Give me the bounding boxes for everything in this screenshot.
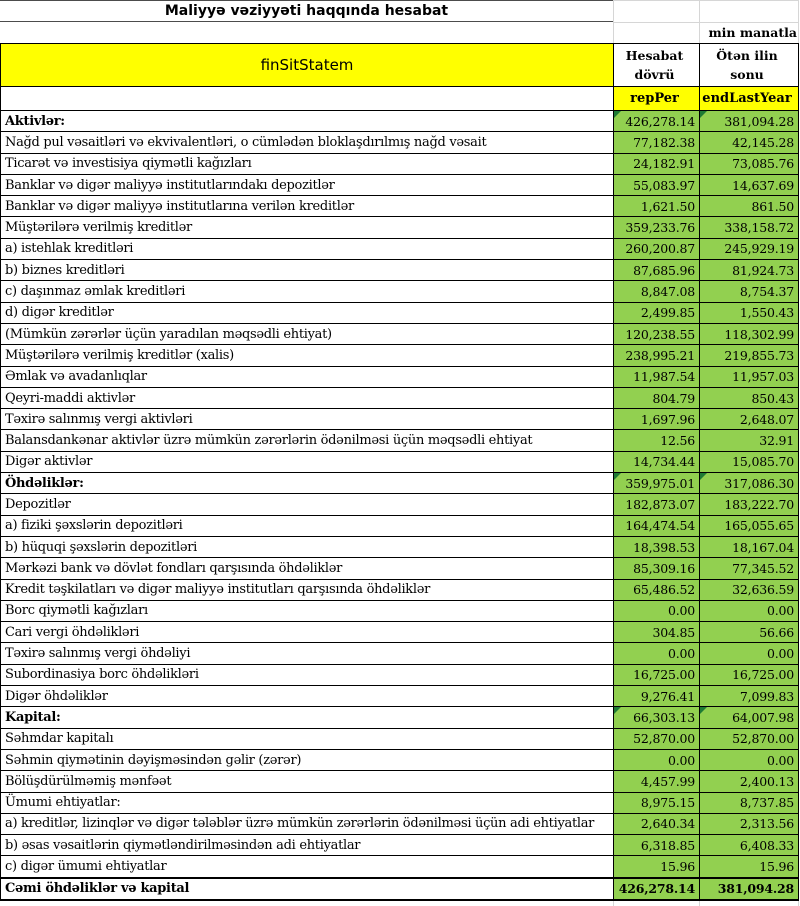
table-row (1, 814, 799, 835)
table-row (1, 132, 799, 153)
row-label: Banklar və digər maliyyə institutlarındakı depozitlər (5, 177, 335, 193)
error-indicator-icon (614, 707, 621, 714)
end-last-year-value-cell[interactable] (700, 367, 799, 387)
end-last-year-value: 165,055.65 (724, 518, 794, 534)
table-row (1, 558, 799, 579)
row-label-cell[interactable] (1, 260, 614, 280)
form-code-label: finSitStatem (260, 56, 354, 74)
row-label: (Mümkün zərərlər üçün yaradılan məqsədli ehtiyat) (5, 326, 332, 342)
rep-per-value: 0.00 (667, 752, 695, 768)
end-last-year-value-cell[interactable] (700, 452, 799, 472)
rep-per-value: 260,200.87 (625, 241, 695, 257)
end-last-year-value-cell[interactable] (700, 707, 799, 727)
end-last-year-value-cell[interactable] (700, 409, 799, 429)
end-last-year-header-cell[interactable] (700, 44, 799, 86)
row-label: Digər öhdəliklər (5, 688, 108, 704)
blank-cell[interactable] (1, 87, 614, 110)
end-last-year-value: 338,158.72 (724, 220, 794, 236)
rep-per-value-cell[interactable] (614, 729, 700, 749)
end-last-year-value-cell[interactable] (700, 303, 799, 323)
gridline (613, 901, 614, 906)
row-label-cell[interactable] (1, 516, 614, 536)
end-last-year-value: 1,550.43 (739, 305, 794, 321)
row-label-cell[interactable] (1, 835, 614, 855)
end-last-year-value: 850.43 (751, 390, 794, 406)
error-indicator-icon (700, 111, 707, 118)
rep-per-value-cell[interactable] (614, 111, 700, 131)
error-indicator-icon (614, 111, 621, 118)
rep-per-value-cell[interactable] (614, 367, 700, 387)
unit-note: min manatla (708, 25, 797, 40)
end-last-year-value: 245,929.19 (724, 241, 794, 257)
row-label: b) hüquqi şəxslərin depozitləri (5, 539, 197, 555)
row-label-cell[interactable] (1, 665, 614, 685)
row-label: Aktivlər: (5, 113, 65, 129)
end-last-year-value-cell[interactable] (700, 345, 799, 365)
row-label: Ticarət və investisiya qiymətli kağızları (5, 156, 252, 172)
rep-per-value: 52,870.00 (633, 731, 695, 747)
statement-rows (1, 111, 799, 901)
end-last-year-value: 2,400.13 (739, 773, 794, 789)
rep-per-value: 11,987.54 (633, 369, 695, 385)
rep-per-value: 55,083.97 (633, 177, 695, 193)
row-label: Müştərilərə verilmiş kreditlər (xalis) (5, 347, 234, 363)
end-last-year-value-cell[interactable] (700, 622, 799, 642)
rep-per-value-cell[interactable] (614, 516, 700, 536)
rep-per-value-cell[interactable] (614, 835, 700, 855)
row-label: d) digər kreditlər (5, 305, 114, 321)
end-last-year-value-cell[interactable] (700, 793, 799, 813)
end-last-year-value-cell[interactable] (700, 281, 799, 301)
end-last-year-value-cell[interactable] (700, 665, 799, 685)
row-label-cell[interactable] (1, 537, 614, 557)
end-last-year-header-label: Ötən ilin sonu (716, 47, 778, 82)
end-last-year-value: 0.00 (766, 603, 794, 619)
end-last-year-value-cell[interactable] (700, 494, 799, 514)
row-label-cell[interactable] (1, 324, 614, 344)
rep-per-value: 8,975.15 (640, 795, 695, 811)
end-last-year-value-cell[interactable] (700, 729, 799, 749)
row-label-cell[interactable] (1, 793, 614, 813)
rep-per-value-cell[interactable] (614, 430, 700, 450)
error-indicator-icon (700, 473, 707, 480)
end-last-year-value: 15.96 (759, 859, 794, 875)
rep-per-value: 14,734.44 (633, 454, 695, 470)
end-last-year-value-cell[interactable] (700, 601, 799, 621)
table-row (1, 175, 799, 196)
table-row (1, 686, 799, 707)
end-last-year-value-cell[interactable] (700, 154, 799, 174)
end-last-year-value: 64,007.98 (732, 709, 794, 725)
row-label-cell[interactable] (1, 750, 614, 770)
rep-per-value-cell[interactable] (614, 239, 700, 259)
row-label-cell[interactable] (1, 729, 614, 749)
end-last-year-value: 0.00 (766, 646, 794, 662)
end-last-year-value-cell[interactable] (700, 771, 799, 791)
end-last-year-value: 381,094.28 (717, 881, 794, 897)
table-row (1, 111, 799, 132)
reporting-period-header-cell[interactable] (614, 44, 700, 86)
rep-per-value: 66,303.13 (633, 709, 695, 725)
row-label: b) biznes kreditləri (5, 262, 125, 278)
end-last-year-value-cell[interactable] (700, 516, 799, 536)
table-row (1, 516, 799, 537)
row-label-cell[interactable] (1, 239, 614, 259)
end-last-year-value-cell[interactable] (700, 430, 799, 450)
row-label-cell[interactable] (1, 473, 614, 493)
end-last-year-value: 8,754.37 (739, 284, 794, 300)
rep-per-value: 24,182.91 (633, 156, 695, 172)
rep-per-value: 804.79 (652, 390, 695, 406)
rep-per-value: 18,398.53 (633, 539, 695, 555)
rep-per-value: 87,685.96 (633, 262, 695, 278)
end-last-year-value: 219,855.73 (724, 347, 794, 363)
end-last-year-value-cell[interactable] (700, 856, 799, 876)
end-last-year-value-cell[interactable] (700, 814, 799, 834)
end-last-year-value: 56.66 (759, 624, 794, 640)
row-label-cell[interactable] (1, 196, 614, 216)
rep-per-value-cell[interactable] (614, 601, 700, 621)
rep-per-value-cell[interactable] (614, 303, 700, 323)
row-label: Cari vergi öhdəlikləri (5, 624, 140, 640)
rep-per-value: 15.96 (660, 859, 695, 875)
rep-per-value-cell[interactable] (614, 707, 700, 727)
row-label: Nağd pul vəsaitləri və ekvivalentləri, o cümlədən bloklaşdırılmış nağd vəsait (5, 134, 487, 150)
end-last-year-value: 118,302.99 (724, 326, 794, 342)
table-row (1, 665, 799, 686)
row-label: Depozitlər (5, 496, 71, 512)
row-label-cell[interactable] (1, 558, 614, 578)
reporting-period-header-label: Hesabat dövrü (625, 47, 684, 82)
table-row (1, 367, 799, 388)
end-last-year-value-cell[interactable] (700, 196, 799, 216)
end-last-year-value: 15,085.70 (732, 454, 794, 470)
end-last-year-value: 2,313.56 (739, 816, 794, 832)
error-indicator-icon (614, 473, 621, 480)
rep-per-value-cell[interactable] (614, 409, 700, 429)
rep-per-value: 164,474.54 (625, 518, 695, 534)
end-last-year-value: 32.91 (759, 433, 794, 449)
table-row (1, 580, 799, 601)
end-last-year-value: 77,345.52 (732, 560, 794, 576)
row-label-cell[interactable] (1, 132, 614, 152)
rep-per-value: 426,278.14 (618, 881, 695, 897)
row-label: Təxirə salınmış vergi öhdəliyi (5, 646, 191, 662)
rep-per-value: 1,621.50 (640, 198, 695, 214)
end-last-year-value-cell[interactable] (700, 558, 799, 578)
end-last-year-value-cell[interactable] (700, 324, 799, 344)
table-row (1, 750, 799, 771)
table-row (1, 707, 799, 728)
row-label-cell[interactable] (1, 430, 614, 450)
end-last-year-value: 16,725.00 (732, 667, 794, 683)
end-last-year-code: endLastYear (702, 91, 792, 106)
rep-per-value: 2,640.34 (640, 816, 695, 832)
end-last-year-value-cell[interactable] (700, 132, 799, 152)
rep-per-value: 77,182.38 (633, 134, 695, 150)
report-title-cell[interactable] (0, 0, 613, 22)
row-label-cell[interactable] (1, 452, 614, 472)
table-row (1, 196, 799, 217)
rep-per-value: 12.56 (660, 433, 695, 449)
rep-per-value: 85,309.16 (633, 560, 695, 576)
end-last-year-value-cell[interactable] (700, 537, 799, 557)
rep-per-value: 0.00 (667, 646, 695, 662)
rep-per-value-cell[interactable] (614, 580, 700, 600)
rep-per-value-cell[interactable] (614, 473, 700, 493)
gridline (699, 901, 700, 906)
rep-per-value-cell[interactable] (614, 154, 700, 174)
statement-table (0, 43, 799, 901)
row-label: Səhmdar kapitalı (5, 731, 114, 747)
form-code-cell[interactable] (1, 44, 614, 86)
rep-per-value: 120,238.55 (625, 326, 695, 342)
table-row (1, 324, 799, 345)
row-label: Əmlak və avadanlıqlar (5, 369, 147, 385)
end-last-year-value-cell[interactable] (700, 388, 799, 408)
column-header-row (1, 44, 799, 87)
row-label: a) fiziki şəxslərin depozitləri (5, 518, 183, 534)
end-last-year-code-cell[interactable] (700, 87, 799, 110)
row-label-cell[interactable] (1, 409, 614, 429)
row-label-cell[interactable] (1, 111, 614, 131)
table-row (1, 388, 799, 409)
row-label: Müştərilərə verilmiş kreditlər (5, 220, 192, 236)
row-label-cell[interactable] (1, 580, 614, 600)
table-row (1, 430, 799, 451)
end-last-year-value-cell[interactable] (700, 217, 799, 237)
end-last-year-value: 73,085.76 (732, 156, 794, 172)
end-last-year-value: 183,222.70 (724, 496, 794, 512)
row-label-cell[interactable] (1, 345, 614, 365)
table-row (1, 217, 799, 238)
row-label: Borc qiymətli kağızları (5, 603, 148, 619)
end-last-year-value: 81,924.73 (732, 262, 794, 278)
rep-per-value-cell[interactable] (614, 686, 700, 706)
rep-per-value-cell[interactable] (614, 793, 700, 813)
rep-per-value-cell[interactable] (614, 750, 700, 770)
rep-per-value-cell[interactable] (614, 665, 700, 685)
end-last-year-value: 2,648.07 (739, 411, 794, 427)
row-label-cell[interactable] (1, 281, 614, 301)
rep-per-value-cell[interactable] (614, 856, 700, 876)
table-row (1, 473, 799, 494)
row-label: Cəmi öhdəliklər və kapital (5, 881, 190, 897)
end-last-year-value-cell[interactable] (700, 239, 799, 259)
table-row (1, 643, 799, 664)
rep-per-value: 0.00 (667, 603, 695, 619)
row-label: Bölüşdürülməmiş mənfəət (5, 773, 172, 789)
table-row (1, 281, 799, 302)
table-row (1, 771, 799, 792)
row-label: a) kreditlər, lizinqlər və digər tələblər üzrə mümkün zərərlərin ödənilməsi üçün adi ehtiyatlar (5, 816, 595, 832)
rep-per-value-cell[interactable] (614, 132, 700, 152)
rep-per-value: 65,486.52 (633, 582, 695, 598)
row-label-cell[interactable] (1, 879, 614, 899)
rep-per-value-cell[interactable] (614, 558, 700, 578)
rep-per-value-cell[interactable] (614, 494, 700, 514)
rep-per-value: 4,457.99 (640, 773, 695, 789)
rep-per-value: 6,318.85 (640, 837, 695, 853)
table-row (1, 239, 799, 260)
end-last-year-value: 14,637.69 (732, 177, 794, 193)
rep-per-value-cell[interactable] (614, 196, 700, 216)
unit-note-cell[interactable] (690, 23, 797, 42)
end-last-year-value: 861.50 (751, 198, 794, 214)
row-label: Kredit təşkilatları və digər maliyyə institutları qarşısında öhdəliklər (5, 582, 431, 598)
row-label-cell[interactable] (1, 771, 614, 791)
row-label: c) digər ümumi ehtiyatlar (5, 859, 167, 875)
table-row (1, 409, 799, 430)
row-label-cell[interactable] (1, 388, 614, 408)
row-label-cell[interactable] (1, 856, 614, 876)
table-row (1, 260, 799, 281)
row-label-cell[interactable] (1, 367, 614, 387)
row-label: Öhdəliklər: (5, 475, 84, 491)
rep-per-value: 426,278.14 (625, 113, 695, 129)
row-label-cell[interactable] (1, 154, 614, 174)
table-row (1, 601, 799, 622)
rep-per-value-cell[interactable] (614, 622, 700, 642)
rep-per-value-cell[interactable] (614, 281, 700, 301)
rep-per-value-cell[interactable] (614, 814, 700, 834)
rep-per-value-cell[interactable] (614, 260, 700, 280)
end-last-year-value-cell[interactable] (700, 175, 799, 195)
row-label: Kapital: (5, 709, 61, 725)
row-label-cell[interactable] (1, 303, 614, 323)
row-label: Qeyri-maddi aktivlər (5, 390, 135, 406)
row-label-cell[interactable] (1, 601, 614, 621)
row-label: Banklar və digər maliyyə institutlarına verilən kreditlər (5, 198, 354, 214)
rep-per-value-cell[interactable] (614, 217, 700, 237)
end-last-year-value-cell[interactable] (700, 750, 799, 770)
end-last-year-value-cell[interactable] (700, 473, 799, 493)
row-label-cell[interactable] (1, 643, 614, 663)
end-last-year-value-cell[interactable] (700, 580, 799, 600)
row-label: b) əsas vəsaitlərin qiymətləndirilməsindən adi ehtiyatlar (5, 837, 361, 853)
row-label: c) daşınmaz əmlak kreditləri (5, 284, 186, 300)
rep-per-value-cell[interactable] (614, 879, 700, 899)
rep-per-value-cell[interactable] (614, 537, 700, 557)
end-last-year-value-cell[interactable] (700, 835, 799, 855)
row-label-cell[interactable] (1, 175, 614, 195)
reporting-period-code-cell[interactable] (614, 87, 700, 110)
gridline (613, 0, 799, 1)
rep-per-value-cell[interactable] (614, 388, 700, 408)
row-label-cell[interactable] (1, 217, 614, 237)
table-row (1, 622, 799, 643)
rep-per-value-cell[interactable] (614, 324, 700, 344)
table-row (1, 537, 799, 558)
table-row (1, 303, 799, 324)
end-last-year-value: 8,737.85 (739, 795, 794, 811)
table-row (1, 345, 799, 366)
end-last-year-value: 42,145.28 (732, 134, 794, 150)
table-row (1, 878, 799, 901)
rep-per-value: 359,233.76 (625, 220, 695, 236)
table-row (1, 835, 799, 856)
rep-per-value: 359,975.01 (625, 475, 695, 491)
report-title: Maliyyə vəziyyəti haqqında hesabat (164, 3, 449, 19)
end-last-year-value-cell[interactable] (700, 643, 799, 663)
end-last-year-value: 11,957.03 (732, 369, 794, 385)
row-label: Subordinasiya borc öhdəlikləri (5, 667, 199, 683)
table-row (1, 793, 799, 814)
rep-per-value-cell[interactable] (614, 643, 700, 663)
table-row (1, 154, 799, 175)
end-last-year-value: 317,086.30 (724, 475, 794, 491)
row-label: Səhmin qiymətinin dəyişməsindən gəlir (zərər) (5, 752, 302, 768)
row-label: Ümumi ehtiyatlar: (5, 795, 121, 811)
row-label: Mərkəzi bank və dövlət fondları qarşısında öhdəliklər (5, 560, 343, 576)
rep-per-value-cell[interactable] (614, 771, 700, 791)
rep-per-value: 238,995.21 (625, 347, 695, 363)
table-row (1, 494, 799, 515)
rep-per-value: 9,276.41 (640, 688, 695, 704)
end-last-year-value-cell[interactable] (700, 879, 799, 899)
rep-per-value-cell[interactable] (614, 345, 700, 365)
end-last-year-value-cell[interactable] (700, 111, 799, 131)
rep-per-value: 2,499.85 (640, 305, 695, 321)
end-last-year-value: 381,094.28 (724, 113, 794, 129)
row-label-cell[interactable] (1, 494, 614, 514)
error-indicator-icon (700, 707, 707, 714)
row-label-cell[interactable] (1, 622, 614, 642)
rep-per-value: 304.85 (652, 624, 695, 640)
end-last-year-value-cell[interactable] (700, 686, 799, 706)
rep-per-value-cell[interactable] (614, 175, 700, 195)
row-label: Digər aktivlər (5, 454, 93, 470)
reporting-period-code: repPer (630, 91, 679, 106)
rep-per-value: 16,725.00 (633, 667, 695, 683)
table-row (1, 856, 799, 877)
rep-per-value: 182,873.07 (625, 496, 695, 512)
end-last-year-value: 0.00 (766, 752, 794, 768)
end-last-year-value: 6,408.33 (739, 837, 794, 853)
column-code-row (1, 87, 799, 111)
rep-per-value: 8,847.08 (640, 284, 695, 300)
gridline (798, 901, 799, 906)
rep-per-value: 1,697.96 (640, 411, 695, 427)
row-label: a) istehlak kreditləri (5, 241, 134, 257)
end-last-year-value: 32,636.59 (732, 582, 794, 598)
end-last-year-value: 18,167.04 (732, 539, 794, 555)
row-label-cell[interactable] (1, 707, 614, 727)
row-label: Təxirə salınmış vergi aktivləri (5, 411, 193, 427)
table-row (1, 729, 799, 750)
end-last-year-value-cell[interactable] (700, 260, 799, 280)
rep-per-value-cell[interactable] (614, 452, 700, 472)
end-last-year-value: 52,870.00 (732, 731, 794, 747)
row-label-cell[interactable] (1, 814, 614, 834)
row-label-cell[interactable] (1, 686, 614, 706)
end-last-year-value: 7,099.83 (739, 688, 794, 704)
row-label: Balansdankənar aktivlər üzrə mümkün zərərlərin ödənilməsi üçün məqsədli ehtiyat (5, 433, 533, 449)
table-row (1, 452, 799, 473)
